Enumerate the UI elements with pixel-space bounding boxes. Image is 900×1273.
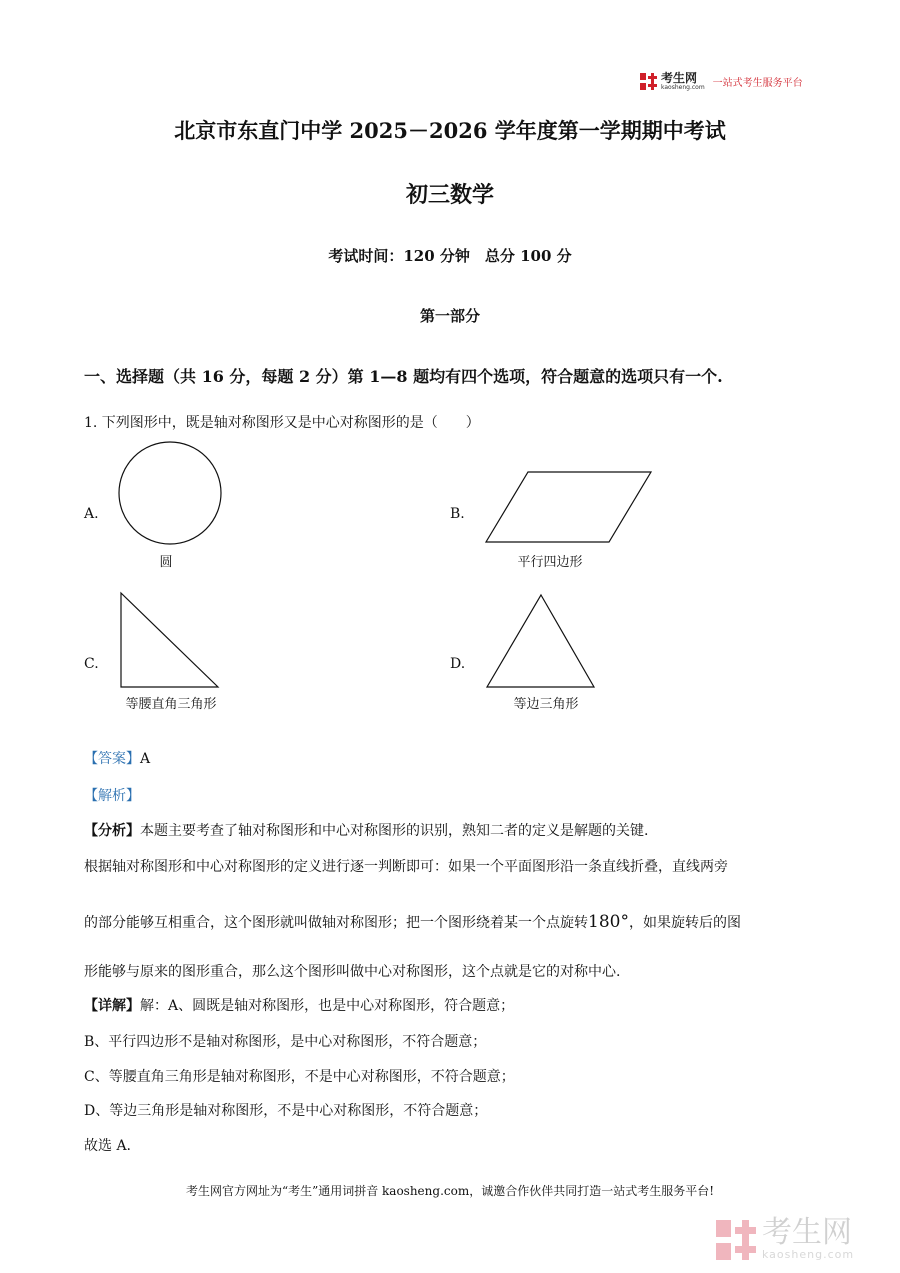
detail-line-b: B、平行四边形不是轴对称图形，是中心对称图形，不符合题意；	[84, 1034, 487, 1050]
right-triangle-figure	[119, 591, 221, 689]
detail-line-c: C、等腰直角三角形是轴对称图形，不是中心对称图形，不符合题意；	[84, 1069, 515, 1085]
option-d-caption: 等边三角形	[513, 697, 579, 712]
conclusion-line: 故选 A.	[84, 1138, 132, 1154]
fenxi-text: 本题主要考查了轴对称图形和中心对称图形的识别，熟知二者的定义是解题的关键.	[140, 823, 649, 839]
parallelogram-figure	[484, 470, 654, 544]
definition-line-3: 形能够与原来的图形重合，那么这个图形叫做中心对称图形，这个点就是它的对称中心.	[84, 964, 621, 980]
definition-line-2	[84, 912, 741, 932]
logo-slogan: 一站式考生服务平台	[712, 78, 803, 89]
option-a-label: A.	[84, 506, 99, 522]
answer-line	[84, 748, 150, 768]
kaosheng-logo-icon	[640, 73, 657, 90]
footer-text: 考生网官方网址为“考生”通用词拼音 kaosheng.com，诚邀合作伙伴共同打造一站式考生服务平台!	[185, 1184, 715, 1198]
logo-name: 考生网	[661, 71, 698, 85]
watermark-domain: kaosheng.com	[762, 1248, 855, 1261]
circle-figure	[115, 440, 225, 546]
analysis-tag: 【解析】	[84, 788, 140, 804]
option-a-caption: 圆	[159, 555, 173, 570]
header-logo	[640, 72, 803, 91]
rotation-angle: 180°	[588, 912, 629, 932]
section-heading: 一、选择题（共 16 分，每题 2 分）第 1—8 题均有四个选项，符合题意的选项只有一个.	[84, 367, 723, 386]
watermark-name: 考生网	[762, 1215, 852, 1250]
exam-time-info: 考试时间：120 分钟 总分 100 分	[328, 247, 572, 265]
option-b-label: B.	[450, 506, 465, 522]
question-stem: 1. 下列图形中，既是轴对称图形又是中心对称图形的是（ ）	[84, 415, 480, 431]
definition-line-2a: 的部分能够互相重合，这个图形就叫做轴对称图形；把一个图形绕着某一个点旋转	[84, 915, 588, 931]
option-c-caption: 等腰直角三角形	[125, 697, 217, 712]
option-c-label: C.	[84, 656, 99, 672]
exam-title: 北京市东直门中学 2025－2026 学年度第一学期期中考试	[174, 118, 726, 143]
fenxi-line	[84, 820, 648, 840]
option-b-caption: 平行四边形	[517, 555, 583, 570]
definition-line-2b: ，如果旋转后的图	[628, 915, 741, 931]
answer-value: A	[140, 751, 151, 767]
answer-tag: 【答案】	[84, 751, 140, 767]
detail-line-d: D、等边三角形是轴对称图形，不是中心对称图形，不符合题意；	[84, 1103, 488, 1119]
detail-tag: 【详解】	[84, 998, 140, 1014]
exam-subject: 初三数学	[405, 182, 494, 208]
watermark	[716, 1215, 855, 1261]
fenxi-tag: 【分析】	[84, 823, 140, 839]
option-d-label: D.	[450, 656, 466, 672]
exam-part: 第一部分	[419, 307, 480, 325]
logo-domain: kaosheng.com	[661, 84, 705, 91]
watermark-logo-icon	[716, 1220, 756, 1260]
equilateral-triangle-figure	[485, 593, 597, 689]
detail-a: 解：A、圆既是轴对称图形，也是中心对称图形，符合题意；	[140, 998, 515, 1014]
definition-line-1: 根据轴对称图形和中心对称图形的定义进行逐一判断即可：如果一个平面图形沿一条直线折叠，直线两旁	[84, 859, 728, 875]
detail-line-a	[84, 995, 514, 1015]
